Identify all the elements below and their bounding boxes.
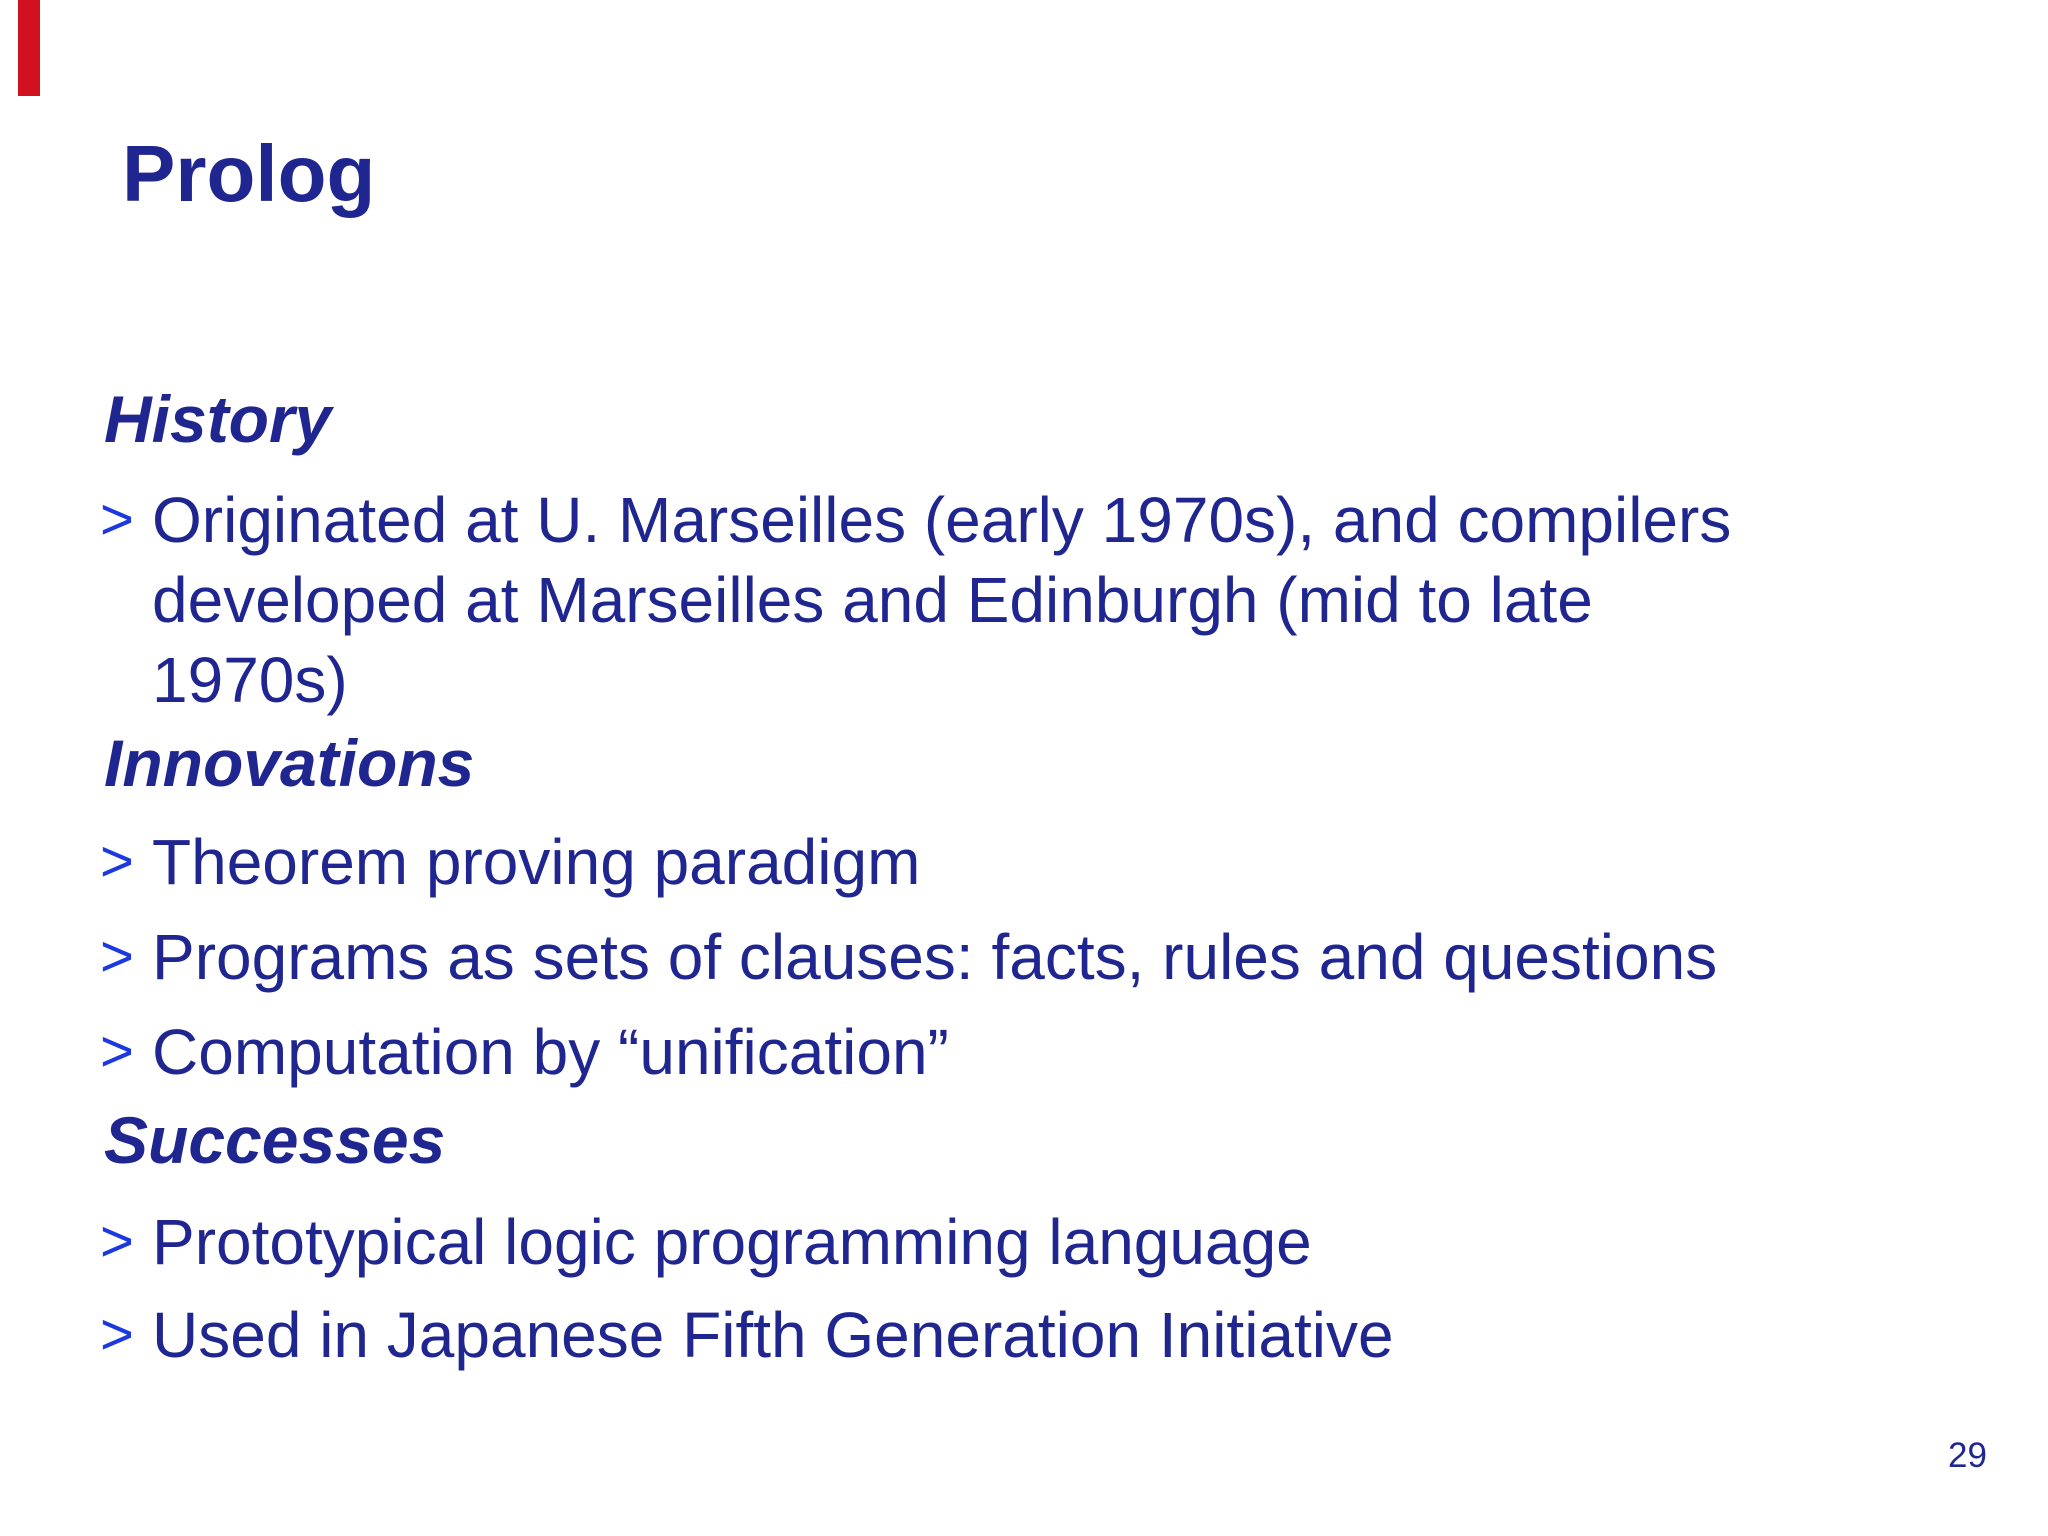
bullet-line: Originated at U. Marseilles (early 1970s), and compilers <box>152 484 1732 556</box>
bullet-marker-icon: > <box>100 1302 134 1367</box>
bullet-line: developed at Marseilles and Edinburgh (mid to late <box>152 564 1593 636</box>
section-heading-history: History <box>104 382 332 456</box>
bullet-marker-icon: > <box>100 924 134 989</box>
bullet-marker-icon: > <box>100 487 134 552</box>
bullet-item <box>100 917 1717 997</box>
bullet-line: Used in Japanese Fifth Generation Initiative <box>152 1299 1394 1371</box>
bullet-line: Prototypical logic programming language <box>152 1206 1312 1278</box>
accent-bar <box>18 0 40 96</box>
bullet-item <box>100 822 920 902</box>
bullet-line: 1970s) <box>152 644 348 716</box>
section-heading-innovations: Innovations <box>104 726 475 800</box>
bullet-item <box>100 480 1731 720</box>
bullet-line: Theorem proving paradigm <box>152 826 921 898</box>
page-number: 29 <box>1948 1436 1987 1475</box>
bullet-marker-icon: > <box>100 829 134 894</box>
bullet-line: Programs as sets of clauses: facts, rules and questions <box>152 921 1718 993</box>
bullet-item <box>100 1012 949 1092</box>
bullet-line: Computation by “unification” <box>152 1016 949 1088</box>
section-heading-successes: Successes <box>104 1103 446 1177</box>
bullet-item <box>100 1202 1312 1282</box>
slide-title: Prolog <box>122 129 376 218</box>
bullet-item <box>100 1295 1394 1375</box>
bullet-marker-icon: > <box>100 1209 134 1274</box>
bullet-marker-icon: > <box>100 1019 134 1084</box>
